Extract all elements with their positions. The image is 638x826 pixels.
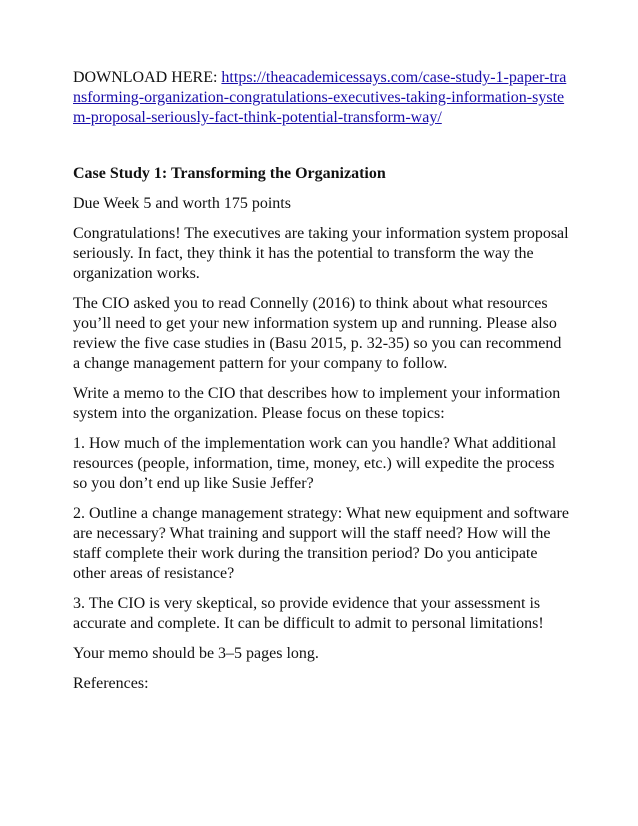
topic-2-paragraph: 2. Outline a change management strategy: What new equipment and software are necessary? What training and support will the staff need? How will the staff complete their work during the transition period? Do you anticipate other areas of resistance? — [73, 505, 569, 582]
memo-instruction-paragraph: Write a memo to the CIO that describes how to implement your information system into the organization. Please focus on these topics: — [73, 385, 561, 422]
document-page — [73, 68, 569, 704]
length-line: Your memo should be 3–5 pages long. — [73, 645, 319, 662]
topic-3-paragraph: 3. The CIO is very skeptical, so provide evidence that your assessment is accurate and complete. It can be difficult to admit to personal limitations! — [73, 595, 544, 632]
download-label: DOWNLOAD HERE: — [73, 69, 222, 86]
topic-1-paragraph: 1. How much of the implementation work can you handle? What additional resources (people, information, time, money, etc.) will expedite the process so you don’t end up like Susie Jeffer? — [73, 435, 557, 492]
download-line — [73, 68, 569, 128]
intro-paragraph: Congratulations! The executives are taking your information system proposal seriously. In fact, they think it has the potential to transform the way the organization works. — [73, 225, 569, 282]
download-link[interactable]: https://theacademicessays.com/case-study-1-paper-transforming-organization-congratulations-executives-taking-information-system-proposal-seriously-fact-think-potential-transform-way/ — [73, 69, 567, 126]
cio-request-paragraph: The CIO asked you to read Connelly (2016) to think about what resources you’ll need to get your new information system up and running. Please also review the five case studies in (Basu 2015, p. 32-35) so you can recommend a change management pattern for your company to follow. — [73, 295, 562, 372]
references-heading: References: — [73, 675, 149, 692]
due-line: Due Week 5 and worth 175 points — [73, 195, 291, 212]
document-title: Case Study 1: Transforming the Organization — [73, 165, 386, 182]
